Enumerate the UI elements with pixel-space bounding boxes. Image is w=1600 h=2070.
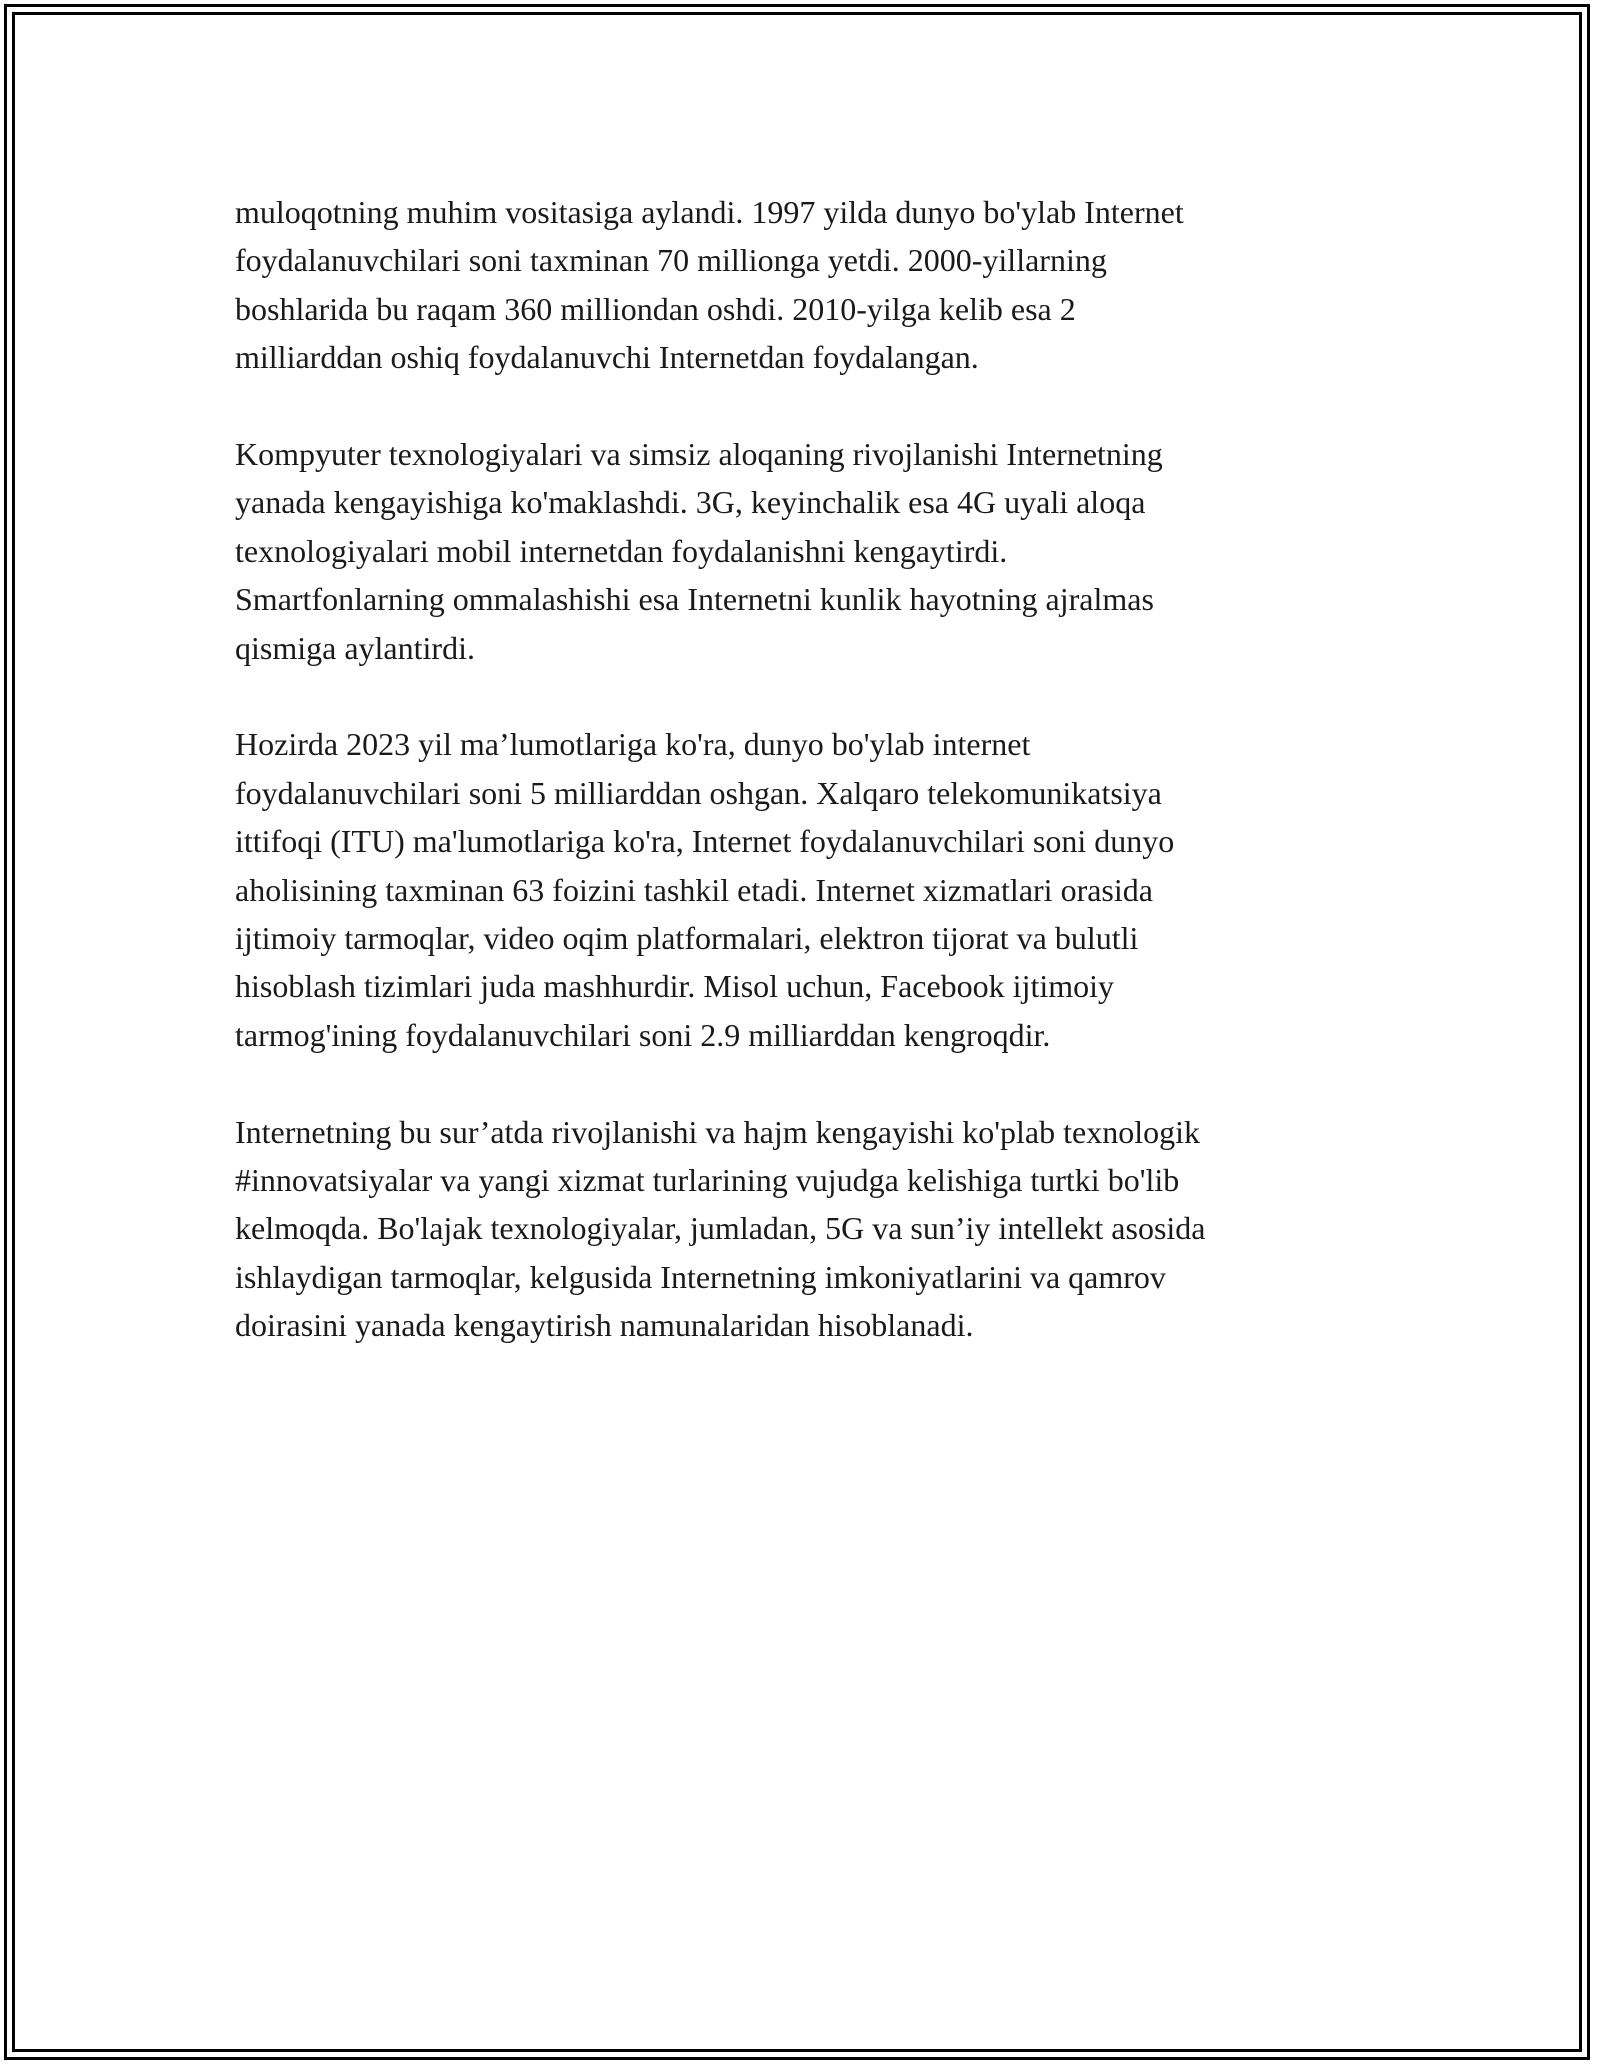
paragraph-mobile-technologies: Kompyuter texnologiyalari va simsiz aloqaning rivojlanishi Internetning yanada kengayishiga ko'maklashdi. 3G, keyinchalik esa 4G uyali aloqa texnologiyalari mobil internetdan foydalanishni kengaytirdi. Smartfonlarning ommalashishi esa Internetni kunlik hayotning ajralmas qismiga aylantirdi.: [235, 436, 1163, 666]
paragraph-internet-growth: muloqotning muhim vositasiga aylandi. 1997 yilda dunyo bo'ylab Internet foydalanuvchilari soni taxminan 70 millionga yetdi. 2000-yillarning boshlarida bu raqam 360 milliondan oshdi. 2010-yilga kelib esa 2 milliarddan oshiq foydalanuvchi Internetdan foydalangan.: [235, 194, 1184, 376]
paragraph-current-statistics: Hozirda 2023 yil ma’lumotlariga ko'ra, dunyo bo'ylab internet foydalanuvchilari soni 5 milliarddan oshgan. Xalqaro telekomunikatsiya ittifoqi (ITU) ma'lumotlariga ko'ra, Internet foydalanuvchilari soni dunyo aholisining taxminan 63 foizini tashkil etadi. Internet xizmatlari orasida ijtimoiy tarmoqlar, video oqim platformalari, elektron tijorat va bulutli hisoblash tizimlari juda mashhurdir. Misol uchun, Facebook ijtimoiy tarmog'ining foydalanuvchilari soni 2.9 milliarddan kengroqdir.: [235, 726, 1175, 1053]
paragraph-future-technologies: Internetning bu sur’atda rivojlanishi va hajm kengayishi ko'plab texnologik #innovatsiyalar va yangi xizmat turlarining vujudga kelishiga turtki bo'lib kelmoqda. Bo'lajak texnologiyalar, jumladan, 5G va sun’iy intellekt asosida ishlaydigan tarmoqlar, kelgusida Internetning imkoniyatlarini va qamrov doirasini yanada kengaytirish namunalaridan hisoblanadi.: [235, 1113, 1206, 1344]
document-body: [235, 188, 1365, 1398]
